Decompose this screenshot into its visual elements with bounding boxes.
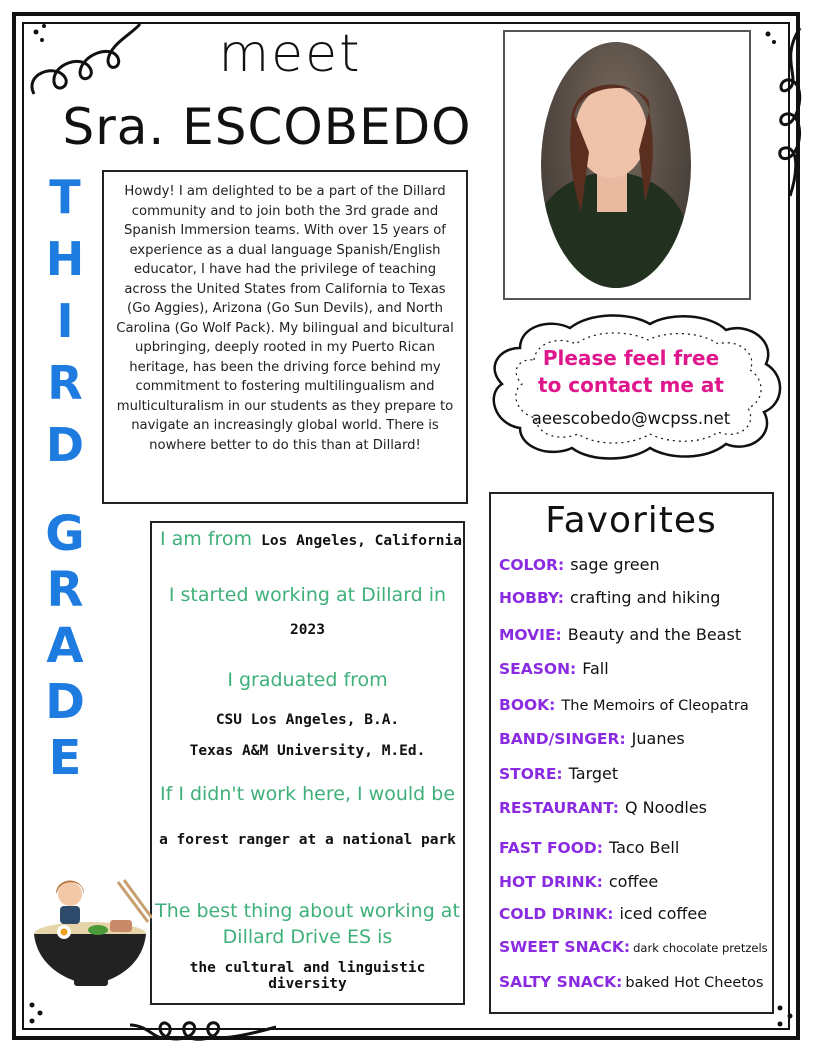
other-job-label: If I didn't work here, I would be [159,783,456,805]
vertical-letter: H [45,232,85,286]
vertical-letter: D [45,674,85,730]
graduated-value-2: Texas A&M University, M.Ed. [189,743,426,759]
best-thing-value: the cultural and linguistic diversity [189,960,426,992]
bio-text: Howdy! I am delighted to be a part of the Dillard community and to join both the 3rd grade and Spanish Immersion teams. With over 15 years of experience as a dual language Spanish/English educator, I have had the privilege of teaching across the United States from California to Texas (Go Aggies), Arizona (Go Sun Devils), and North Carolina (Go Wolf Pack). My bilingual and bicultural upbringing, deeply rooted in my Puerto Rican heritage, has been the driving force behind my commitment to fostering multilingualism and multiculturalism in our students as they prepare to navigate an increasingly global world. There is nowhere better to do this than at Dillard! [116,184,454,453]
other-job-value: a forest ranger at a national park [159,832,456,848]
fav-row [499,838,779,857]
vertical-letter: A [46,618,84,674]
swirl-doodle-top-left [24,14,144,104]
fav-value: coffee [608,872,659,891]
fav-row [499,764,779,783]
fav-row [499,904,779,923]
graduated-value-1: CSU Los Angeles, B.A. [215,712,400,728]
photo-frame [503,30,751,300]
fav-value: crafting and hiking [570,588,721,607]
fav-label: MOVIE: [499,626,562,644]
contact-line-1: Please feel free [542,346,720,370]
fav-row [499,695,779,714]
fav-label: COLD DRINK: [499,905,614,923]
bio-box [102,170,468,504]
fav-label: HOBBY: [499,589,565,607]
contact-invite [500,345,762,399]
dots-doodle-bottom-left [24,995,64,1035]
from-value: Los Angeles, California [261,533,462,549]
teacher-name: Sra. ESCOBEDO [62,98,472,156]
fav-label: STORE: [499,765,563,783]
best-thing-label-line-1: The best thing about working at [155,900,460,922]
favorites-title: Favorites [545,500,717,541]
ramen-bitmoji-illustration [28,872,152,992]
teacher-photo [541,42,691,288]
vertical-letter: T [49,170,81,224]
fav-value: dark chocolate pretzels [633,941,768,955]
swirl-doodle-bottom [130,1005,280,1050]
fav-label: HOT DRINK: [499,873,603,891]
fav-label: SALTY SNACK: [499,973,623,991]
contact-email[interactable]: aeescobedo@wcpss.net [531,409,731,428]
meet-heading: meet [218,24,362,84]
started-value: 2023 [290,622,325,638]
fav-value: Fall [582,659,609,678]
started-label: I started working at Dillard in [168,584,447,606]
fav-row [499,937,779,956]
best-thing-label-line-2: Dillard Drive ES is [222,926,393,948]
fav-value: Taco Bell [608,838,680,857]
fav-label: FAST FOOD: [499,839,603,857]
fav-row [499,729,779,748]
fav-value: baked Hot Cheetos [625,975,764,991]
fav-row [499,555,779,574]
fav-row [499,588,779,607]
fav-value: sage green [570,555,660,574]
from-label: I am from [160,528,253,550]
fav-row [499,872,779,891]
graduated-label: I graduated from [227,669,388,691]
contact-line-2: to contact me at [538,373,724,397]
fav-value: The Memoirs of Cleopatra [561,698,749,714]
fav-value: Target [568,764,619,783]
vertical-letter: R [47,356,83,410]
fav-value: iced coffee [619,904,708,923]
fav-value: Q Noodles [625,798,708,817]
vertical-grade [40,506,90,786]
fav-row [499,972,779,991]
fav-value: Beauty and the Beast [567,625,742,644]
fav-value: Juanes [631,729,685,748]
best-thing-label [150,898,465,950]
vertical-letter: R [46,562,84,618]
vertical-third [40,166,90,476]
fav-label: COLOR: [499,556,565,574]
fav-label: BAND/SINGER: [499,730,626,748]
fav-row [499,659,779,678]
vertical-letter: D [45,418,85,472]
swirl-doodle-right [760,28,810,198]
fav-label: BOOK: [499,696,556,714]
vertical-letter: I [56,294,74,348]
fav-row [499,625,779,644]
fav-label: SEASON: [499,660,577,678]
fav-label: SWEET SNACK: [499,938,631,956]
vertical-letter: G [45,506,85,562]
from-row [160,528,460,550]
vertical-letter: E [48,730,82,786]
dots-doodle-bottom-right [770,1000,806,1040]
fav-row [499,798,779,817]
fav-label: RESTAURANT: [499,799,619,817]
